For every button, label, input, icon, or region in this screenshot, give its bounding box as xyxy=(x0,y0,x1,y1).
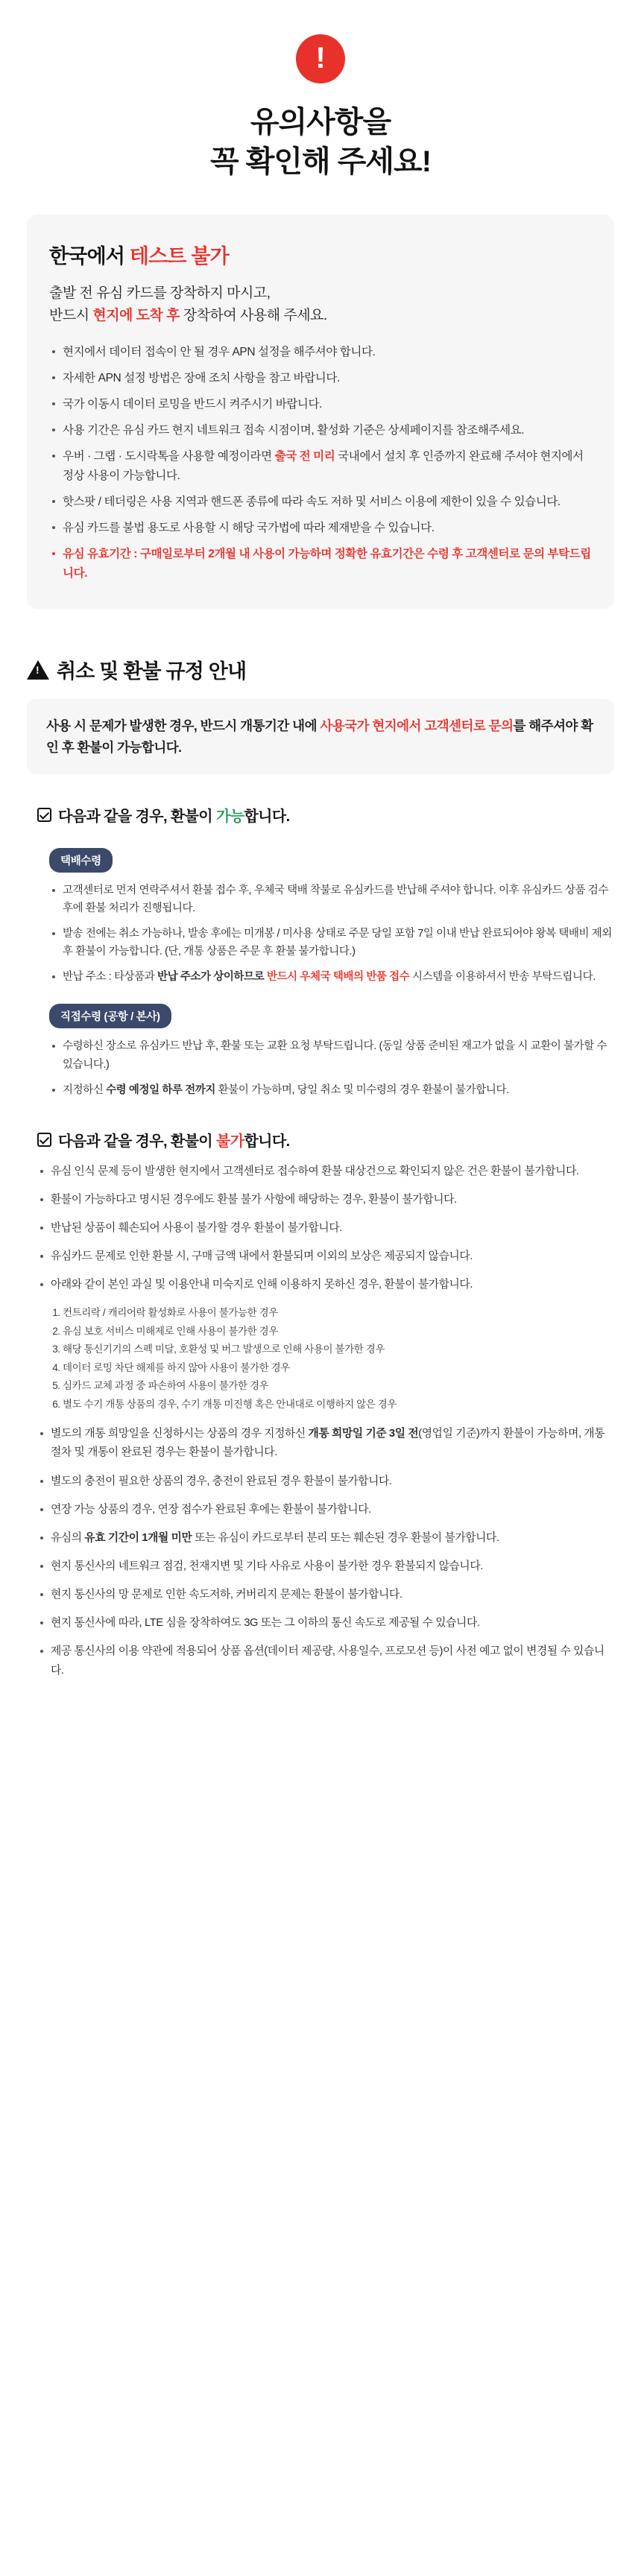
list-item-uber-highlight: 출국 전 미리 xyxy=(274,450,335,463)
numbered-item: 2. 유심 보호 서비스 미해제로 인해 사용이 불가한 경우 xyxy=(63,1323,614,1340)
refund-unavailable-header xyxy=(37,1129,614,1151)
exclamation-circle-icon xyxy=(296,34,345,83)
refund-available-title-prefix: 다음과 같을 경우, 환불이 xyxy=(58,808,216,826)
refund-unavailable-numbered-list xyxy=(37,1304,614,1413)
refund-policy-section xyxy=(27,655,614,774)
list-item: 제공 통신사의 이용 약관에 적용되어 상품 옵션(데이터 제공량, 사용일수, 프로모션 등)이 사전 예고 없이 변경될 수 있습니다. xyxy=(37,1642,614,1680)
warning-triangle-icon xyxy=(27,660,49,680)
numbered-item: 5. 심카드 교체 과정 중 파손하여 사용이 불가한 경우 xyxy=(63,1377,614,1394)
pickup-deadline-bold: 수령 예정일 하루 전까지 xyxy=(106,1083,216,1096)
delivery-group-body xyxy=(49,882,614,986)
card-subtitle-line2-accent: 현지에 도착 후 xyxy=(92,308,180,324)
numbered-item: 1. 컨트리락 / 캐리어락 활성화로 사용이 불가능한 경우 xyxy=(63,1304,614,1321)
card-subtitle-line2 xyxy=(49,305,592,328)
card-subtitle-line1: 출발 전 유심 카드를 장착하지 마시고, xyxy=(49,285,271,301)
refund-available-header xyxy=(37,804,614,826)
korea-test-card xyxy=(27,215,614,610)
list-item: 유심카드 문제로 인한 환불 시, 구매 금액 내에서 환불되며 이외의 보상은 제공되지 않습니다. xyxy=(37,1247,614,1266)
numbered-item: 6. 별도 수기 개통 상품의 경우, 수기 개통 미진행 혹은 안내대로 이행하지 않은 경우 xyxy=(63,1396,614,1413)
section-title: 취소 및 환불 규정 안내 xyxy=(57,660,247,683)
return-address-label: 반납 주소 : 타상품과 xyxy=(63,971,157,984)
refund-unavailable-title-accent: 불가 xyxy=(215,1133,244,1150)
exclamation-glyph: ! xyxy=(315,42,326,75)
refund-notice-box xyxy=(27,699,614,774)
hero-section xyxy=(0,0,641,189)
page-title xyxy=(0,103,641,182)
list-item: 아래와 같이 본인 과실 및 이용안내 미숙지로 인해 이용하지 못하신 경우, 환불이 불가합니다. xyxy=(37,1276,614,1294)
card-subtitle-line2-prefix: 반드시 xyxy=(49,308,93,324)
list-item: 핫스팟 / 테더링은 사용 지역과 핸드폰 종류에 따라 속도 저하 및 서비스 이용에 제한이 있을 수 있습니다. xyxy=(49,493,592,512)
card-title-prefix: 한국에서 xyxy=(49,244,130,268)
list-item-validity xyxy=(37,1529,614,1548)
return-address-tail: 시스템을 이용하셔서 반송 부탁드립니다. xyxy=(409,971,596,984)
return-address-bold: 반납 주소가 상이하므로 xyxy=(157,971,265,984)
list-item: 자세한 APN 설정 방법은 장애 조치 사항을 참고 바랍니다. xyxy=(49,369,592,388)
list-item-validity-text: 구매일로부터 2개월 내 사용이 가능하며 정확한 유효기간은 수령 후 고객센터로 문의 부탁드립니다. xyxy=(63,548,591,580)
refund-notice-suffix: 를 해주셔야 확인 후 환불이 가능합니다. xyxy=(46,718,593,755)
page-title-line2: 꼭 확인해 주세요! xyxy=(209,145,432,178)
open-date-bold: 개통 희망일 기준 3일 전 xyxy=(308,1428,419,1440)
list-item: 유심 카드를 불법 용도로 사용할 시 해당 국가법에 따라 제재받을 수 있습니다. xyxy=(49,519,592,538)
list-item-validity-label: 유심 유효기간 : xyxy=(63,548,138,561)
list-item-uber-text: 우버 · 그랩 · 도시락톡을 사용할 예정이라면 xyxy=(63,450,275,463)
list-item-open-date xyxy=(37,1425,614,1462)
pickup-deadline-prefix: 지정하신 xyxy=(63,1083,107,1096)
list-item: 반납된 상품이 훼손되어 사용이 불가할 경우 환불이 불가합니다. xyxy=(37,1219,614,1238)
refund-notice-accent: 사용국가 현지에서 고객센터로 문의 xyxy=(320,718,514,734)
list-item: 고객센터로 먼저 연락주셔서 환불 접수 후, 우체국 택배 착불로 유심카드를 반납해 주셔야 합니다. 이후 유심카드 상품 검수 후에 환불 처리가 진행됩니다. xyxy=(49,882,614,917)
card-subtitle-line2-suffix: 장착하여 사용해 주세요. xyxy=(180,308,327,324)
list-item-validity xyxy=(49,545,592,583)
checkbox-checked-icon xyxy=(37,1133,51,1147)
delivery-group-pill: 택배수령 xyxy=(49,848,113,873)
refund-unavailable-tail-list xyxy=(37,1425,614,1680)
refund-notice-prefix: 사용 시 문제가 발생한 경우, 반드시 개통기간 내에 xyxy=(46,718,320,734)
page-title-line1: 유의사항을 xyxy=(250,106,391,139)
refund-available-title-suffix: 합니다. xyxy=(244,808,290,826)
list-item-uber xyxy=(49,447,592,486)
list-item: 현지 통신사의 망 문제로 인한 속도저하, 커버리지 문제는 환불이 불가합니다. xyxy=(37,1586,614,1604)
list-item: 환불이 가능하다고 명시된 경우에도 환불 불가 사항에 해당하는 경우, 환불이 불가합니다. xyxy=(37,1191,614,1209)
numbered-item: 3. 해당 통신기기의 스펙 미달, 호환성 및 버그 발생으로 인해 사용이 불가한 경우 xyxy=(63,1341,614,1358)
card-title xyxy=(49,240,592,269)
list-item: 국가 이동시 데이터 로밍을 반드시 켜주시기 바랍니다. xyxy=(49,395,592,414)
section-header xyxy=(27,655,614,684)
refund-unavailable-title-prefix: 다음과 같을 경우, 환불이 xyxy=(58,1133,216,1150)
list-item: 현지 통신사에 따라, LTE 심을 장착하여도 3G 또는 그 이하의 통신 속도로 제공될 수 있습니다. xyxy=(37,1614,614,1633)
list-item: 수령하신 장소로 유심카드 반납 후, 환불 또는 교환 요청 부탁드립니다. (동일 상품 준비된 재고가 없을 시 교환이 불가할 수 있습니다.) xyxy=(49,1037,614,1073)
list-item-uber-text-tail: 국내에서 설치 후 인증까지 완료해 주셔야 현지에서 정상 사용이 가능합니다. xyxy=(63,450,584,483)
list-item: 발송 전에는 취소 가능하나, 발송 후에는 미개봉 / 미사용 상태로 주문 당일 포함 7일 이내 반납 완료되어야 왕복 택배비 제외 후 환불이 가능합니다. (단, 개통 상품은 주문 후 환불 불가합니다.) xyxy=(49,925,614,961)
list-item: 연장 가능 상품의 경우, 연장 접수가 완료된 후에는 환불이 불가합니다. xyxy=(37,1501,614,1519)
checkbox-checked-icon xyxy=(37,808,51,822)
card-subtitle xyxy=(49,282,592,329)
refund-unavailable-list xyxy=(37,1162,614,1295)
refund-unavailable-title-suffix: 합니다. xyxy=(244,1133,290,1150)
list-item: 현지에서 데이터 접속이 안 될 경우 APN 설정을 해주셔야 합니다. xyxy=(49,343,592,362)
validity-bold: 유효 기간이 1개월 미만 xyxy=(84,1531,192,1544)
refund-unavailable-section xyxy=(37,1129,614,1680)
list-item: 유심 인식 문제 등이 발생한 현지에서 고객센터로 접수하여 환불 대상건으로 확인되지 않은 건은 환불이 불가합니다. xyxy=(37,1162,614,1181)
pickup-deadline-tail: 환불이 가능하며, 당일 취소 및 미수령의 경우 환불이 불가합니다. xyxy=(215,1083,509,1096)
refund-available-section xyxy=(37,804,614,1099)
numbered-item: 4. 데이터 로밍 차단 해제를 하지 않아 사용이 불가한 경우 xyxy=(63,1359,614,1376)
card-title-accent: 테스트 불가 xyxy=(129,244,229,268)
list-item-pickup-deadline xyxy=(49,1081,614,1099)
return-address-red: 반드시 우체국 택배의 반품 접수 xyxy=(266,971,410,984)
list-item: 사용 기간은 유심 카드 현지 네트워크 접속 시점이며, 활성화 기준은 상세페이지를 참조해주세요. xyxy=(49,421,592,440)
korea-test-bullets xyxy=(49,343,592,583)
refund-available-title-accent: 가능 xyxy=(215,808,244,826)
open-date-prefix: 별도의 개통 희망일을 신청하시는 상품의 경우 지정하신 xyxy=(51,1428,309,1440)
list-item-return-address xyxy=(49,968,614,986)
validity-prefix: 유심의 xyxy=(51,1531,85,1544)
refund-available-title xyxy=(58,804,290,826)
refund-unavailable-title xyxy=(58,1129,290,1151)
list-item: 현지 통신사의 네트워크 점검, 천재지변 및 기타 사유로 사용이 불가한 경우 환불되지 않습니다. xyxy=(37,1557,614,1576)
open-date-tail: (영업일 기준)까지 환불이 가능하며, 개통절차 및 개통이 완료된 경우는 환불이 불가합니다. xyxy=(51,1428,605,1459)
list-item: 별도의 충전이 필요한 상품의 경우, 충전이 완료된 경우 환불이 불가합니다. xyxy=(37,1472,614,1491)
validity-tail: 또는 유심이 카드로부터 분리 또는 훼손된 경우 환불이 불가합니다. xyxy=(192,1531,499,1544)
pickup-group-pill: 직접수령 (공항 / 본사) xyxy=(49,1004,171,1028)
pickup-group-body xyxy=(49,1037,614,1098)
